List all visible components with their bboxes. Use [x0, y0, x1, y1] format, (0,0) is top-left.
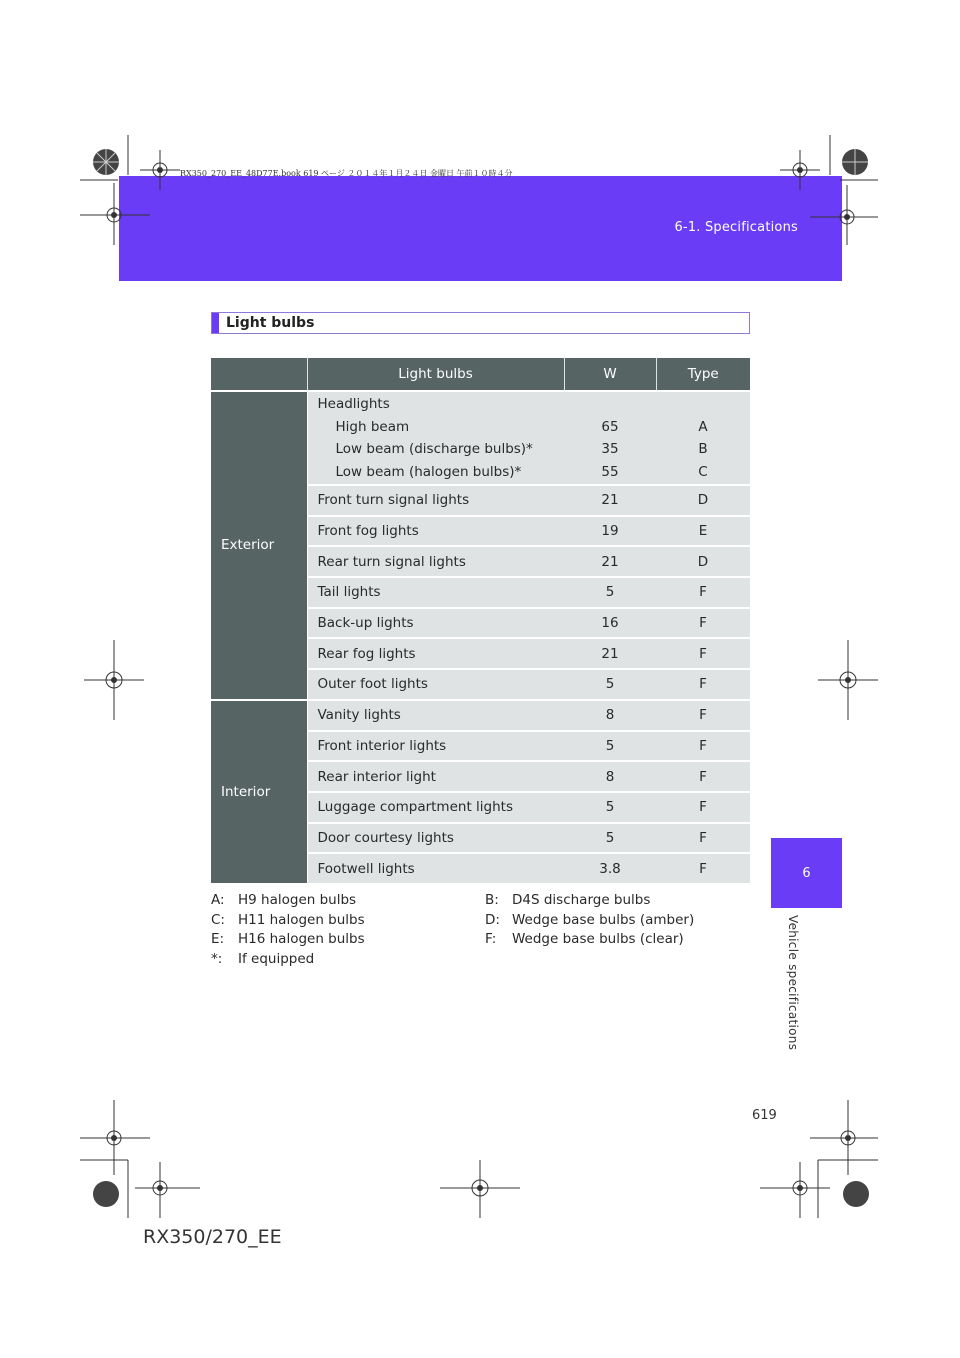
legend-item: *: If equipped	[211, 950, 315, 967]
wattage: 8	[564, 700, 656, 731]
registration-mark-icon	[440, 1160, 520, 1220]
wattage: 21	[564, 638, 656, 669]
headlights-cell	[307, 391, 564, 485]
wattage: 35	[601, 441, 619, 457]
bulb-name: Rear interior light	[307, 761, 564, 792]
wattage: 5	[564, 823, 656, 854]
headlights-label: Headlights	[317, 396, 390, 412]
bulb-name: Front interior lights	[307, 731, 564, 762]
bulb-type: F	[656, 761, 750, 792]
chapter-label: Vehicle specifications	[786, 915, 800, 1051]
wattage: 8	[564, 761, 656, 792]
wattage: 5	[564, 731, 656, 762]
legend-item: C: H11 halogen bulbs	[211, 911, 365, 928]
print-info-line: RX350_270_EE_48D77E.book 619 ページ ２０１４年１月２４日 金曜日 午前１０時４分	[180, 169, 513, 178]
legend-item: A: H9 halogen bulbs	[211, 892, 357, 908]
light-bulbs-table	[211, 358, 750, 883]
bulb-name: Luggage compartment lights	[307, 792, 564, 823]
bulb-type: F	[656, 669, 750, 700]
bulb-name: Front turn signal lights	[307, 485, 564, 516]
section-label: 6-1. Specifications	[674, 220, 798, 235]
bulb-name: Vanity lights	[307, 700, 564, 731]
legend-item: F: Wedge base bulbs (clear)	[485, 931, 684, 947]
section-title-bar	[211, 312, 750, 334]
wattage: 55	[601, 463, 619, 480]
chapter-tab[interactable]	[771, 838, 842, 908]
bulb-type: F	[656, 577, 750, 608]
bulb-name: Front fog lights	[307, 516, 564, 547]
bulb-type: F	[656, 823, 750, 854]
bulb-type: C	[698, 463, 708, 480]
registration-mark-icon	[818, 640, 878, 720]
registration-mark-icon	[760, 1100, 880, 1220]
title-accent	[212, 313, 219, 333]
bulb-name: Door courtesy lights	[307, 823, 564, 854]
wattage-cell	[564, 391, 656, 485]
wattage: 5	[564, 669, 656, 700]
legend-item: D: Wedge base bulbs (amber)	[485, 911, 695, 928]
column-header: W	[564, 358, 656, 391]
registration-mark-icon	[140, 150, 180, 190]
wattage: 19	[564, 516, 656, 547]
bulb-name: Low beam (discharge bulbs)*	[335, 441, 533, 457]
legend-item: E: H16 halogen bulbs	[211, 931, 365, 947]
wattage: 5	[564, 577, 656, 608]
bulb-name: High beam	[335, 418, 410, 435]
bulb-name: Back-up lights	[307, 608, 564, 639]
column-header	[211, 358, 307, 391]
table-row	[211, 700, 750, 731]
header-band	[119, 176, 842, 281]
bulb-name: Footwell lights	[307, 853, 564, 883]
bulb-name: Rear fog lights	[307, 638, 564, 669]
registration-mark-icon	[80, 1100, 210, 1220]
registration-mark-icon	[780, 135, 880, 245]
wattage: 16	[564, 608, 656, 639]
table-header-row	[211, 358, 750, 391]
model-code: RX350/270_EE	[143, 1226, 282, 1248]
column-header: Type	[656, 358, 750, 391]
bulb-type: A	[698, 418, 708, 435]
chapter-number: 6	[802, 865, 811, 881]
wattage: 21	[564, 546, 656, 577]
bulb-type: F	[656, 731, 750, 762]
wattage: 21	[564, 485, 656, 516]
bulb-name: Low beam (halogen bulbs)*	[335, 463, 522, 480]
bulb-type: F	[656, 853, 750, 883]
bulb-type: F	[656, 638, 750, 669]
bulb-name: Outer foot lights	[307, 669, 564, 700]
page-number: 619	[752, 1108, 777, 1123]
bulb-type: E	[656, 516, 750, 547]
bulb-type: D	[656, 485, 750, 516]
wattage: 3.8	[564, 853, 656, 883]
type-cell	[656, 391, 750, 485]
group-interior: Interior	[211, 700, 307, 883]
wattage: 65	[601, 418, 619, 435]
column-header: Light bulbs	[307, 358, 564, 391]
table-row	[211, 391, 750, 485]
bulb-type: F	[656, 700, 750, 731]
bulb-name: Rear turn signal lights	[307, 546, 564, 577]
registration-mark-icon	[84, 640, 144, 720]
bulb-type: F	[656, 608, 750, 639]
bulb-name: Tail lights	[307, 577, 564, 608]
group-exterior: Exterior	[211, 391, 307, 700]
page-title: Light bulbs	[226, 315, 315, 331]
bulb-type: B	[698, 441, 708, 457]
bulb-type: F	[656, 792, 750, 823]
wattage: 5	[564, 792, 656, 823]
bulb-type: D	[656, 546, 750, 577]
legend-item: B: D4S discharge bulbs	[485, 892, 651, 908]
